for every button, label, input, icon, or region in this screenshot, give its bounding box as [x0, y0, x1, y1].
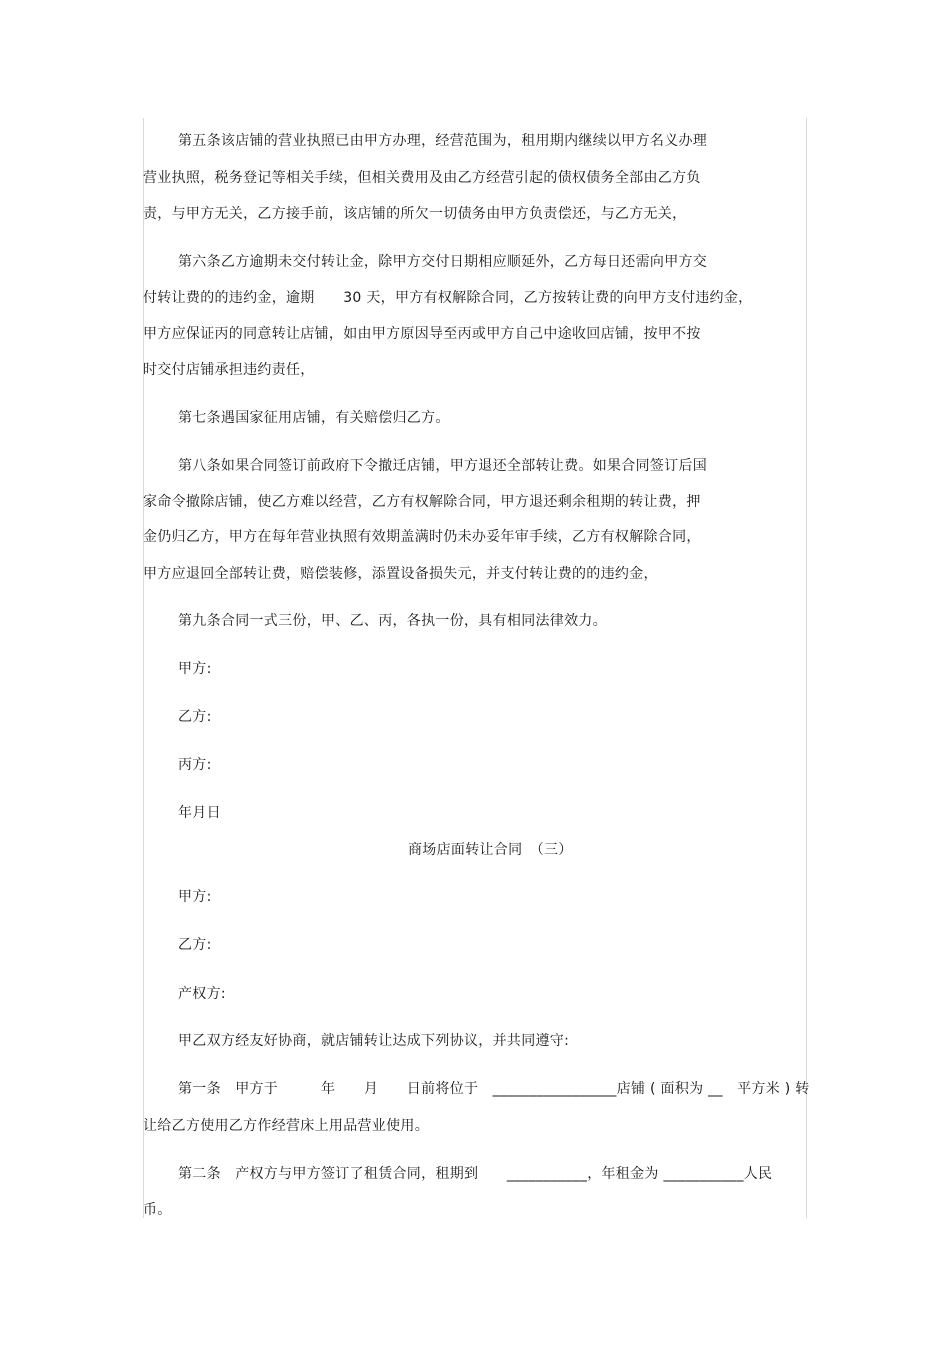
article8-line4: 甲方应退回全部转让费，赔偿装修，添置设备损失元，并支付转让费的的违约金， — [143, 566, 658, 582]
article6-line4: 时交付店铺承担违约责任， — [143, 362, 315, 378]
article6-line2: 付转让费的的违约金，逾期 30 天，甲方有权解除合同，乙方按转让费的向甲方支付违约金， — [143, 290, 753, 306]
sign-party-b: 乙方: — [178, 709, 212, 725]
article7-line1: 第七条遇国家征用店铺，有关赔偿归乙方。 — [178, 410, 450, 426]
contract3-party-a: 甲方: — [178, 889, 212, 905]
article8-line2: 家命令撤除店铺，使乙方难以经营，乙方有权解除合同，甲方退还剩余租期的转让费，押 — [143, 494, 701, 510]
contract3-article1-line2: 让给乙方使用乙方作经营床上用品营业使用。 — [143, 1118, 429, 1134]
article8-line1: 第八条如果合同签订前政府下令撤迁店铺，甲方退还全部转让费。如果合同签订后国 — [178, 458, 708, 474]
right-margin-rule — [806, 118, 807, 1218]
sign-party-c: 丙方: — [178, 757, 212, 773]
contract3-intro: 甲乙双方经友好协商，就店铺转让达成下列协议，并共同遵守: — [178, 1033, 570, 1049]
article9-line1: 第九条合同一式三份，甲、乙、丙，各执一份，具有相同法律效力。 — [178, 613, 607, 629]
article5-line2: 营业执照，税务登记等相关手续，但相关费用及由乙方经营引起的债权债务全部由乙方负 — [143, 170, 701, 186]
contract3-owner: 产权方: — [178, 986, 226, 1002]
contract3-party-b: 乙方: — [178, 937, 212, 953]
contract3-article1-line1: 第一条 甲方于 年 月 日前将位于 _________________店铺 ( 面积为 __ 平方米 ) 转 — [178, 1081, 810, 1097]
left-margin-rule — [143, 118, 144, 1218]
sign-party-a: 甲方: — [178, 661, 212, 677]
article8-line3: 金仍归乙方，甲方在每年营业执照有效期盖满时仍未办妥年审手续，乙方有权解除合同， — [143, 529, 701, 545]
article5-line1: 第五条该店铺的营业执照已由甲方办理，经营范围为，租用期内继续以甲方名义办理 — [178, 133, 708, 149]
contract3-article2-line1: 第二条 产权方与甲方签订了租赁合同，租期到 ___________，年租金为 ___________人民 — [178, 1166, 773, 1182]
contract3-title: 商场店面转让合同 （三） — [408, 842, 573, 858]
sign-date: 年月日 — [178, 805, 221, 821]
article6-line1: 第六条乙方逾期未交付转让金，除甲方交付日期相应顺延外，乙方每日还需向甲方交 — [178, 254, 708, 270]
article6-line3: 甲方应保证丙的同意转让店铺，如由甲方原因导至丙或甲方自己中途收回店铺，按甲不按 — [143, 326, 701, 342]
article5-line3: 责，与甲方无关，乙方接手前，该店铺的所欠一切债务由甲方负责偿还，与乙方无关， — [143, 206, 687, 222]
contract3-article2-line2: 币。 — [143, 1202, 172, 1218]
